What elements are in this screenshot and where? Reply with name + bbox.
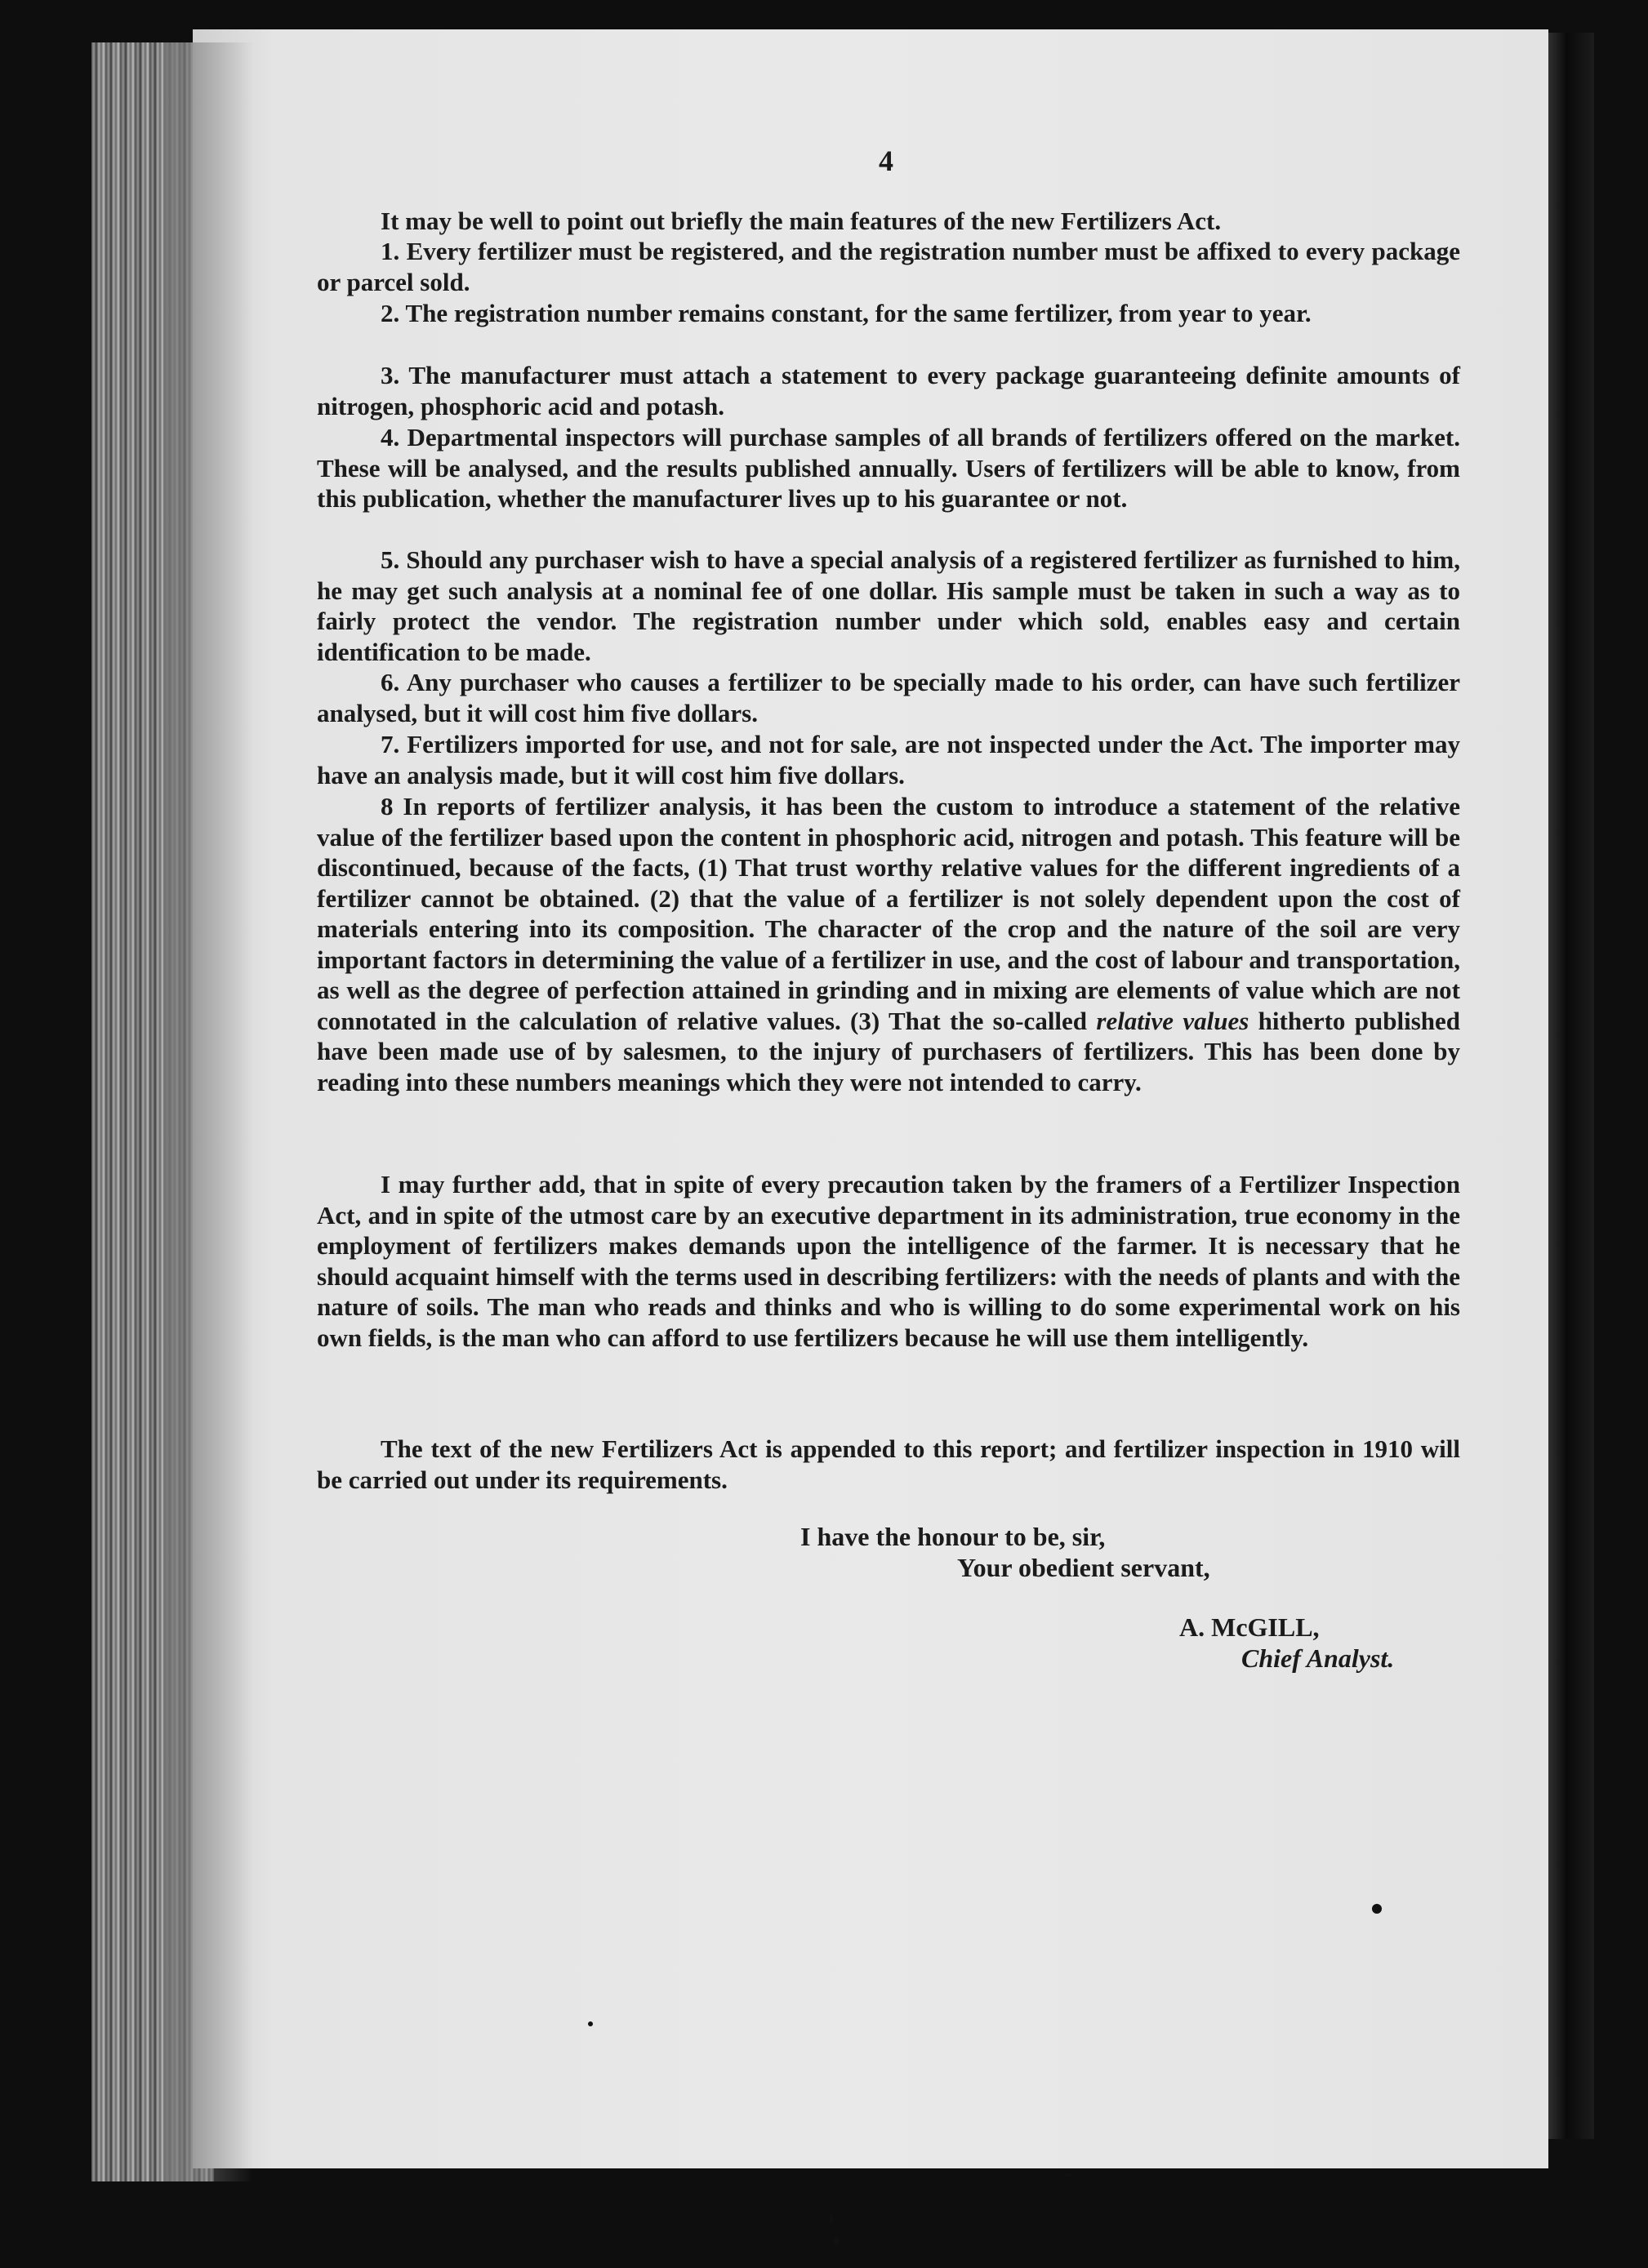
page-number: 4 <box>879 145 893 177</box>
item-1: 1. Every fertilizer must be registered, and the registration number must be affixed to every package or parcel sold. <box>317 237 1460 296</box>
item-8-text-b: hitherto published have been made use of by salesmen, to the injury of purchasers of fertilizers. This has been done by reading into these numbers meanings which they were not intended to carry. <box>317 1006 1460 1096</box>
ink-speck <box>588 2021 593 2026</box>
item-8-text-a: 8 In reports of fertilizer analysis, it has been the custom to introduce a statement of the relative value of the fertilizer based upon the content in phosphoric acid, nitrogen and potash. This feature will be discontinued, because of the facts, (1) That trust worthy relative values for the different ingredients of a fertilizer cannot be obtained. (2) that the value of a fertilizer is not solely dependent upon the cost of materials entering into its composition. The character of the crop and the nature of the soil are very important factors in determining the value of a fertilizer in use, and the cost of labour and transportation, as well as the degree of perfection attained in grinding and in mixing are elements of value which are not connotated in the calculation of relative values. (3) That the so-called <box>317 792 1460 1035</box>
ink-speck <box>830 2214 833 2224</box>
signature-title: Chief Analyst. <box>1241 1643 1395 1673</box>
item-7: 7. Fertilizers imported for use, and not for sale, are not inspected under the Act. The importer may have an analysis made, but it will cost him five dollars. <box>317 730 1460 789</box>
ink-speck <box>1372 1904 1382 1914</box>
appended-paragraph: The text of the new Fertilizers Act is appended to this report; and fertilizer inspection in 1910 will be carried out under its requirements. <box>317 1434 1460 1494</box>
intro-paragraph: It may be well to point out briefly the main features of the new Fertilizers Act. <box>381 207 1222 235</box>
ink-speck <box>833 2237 840 2245</box>
item-2: 2. The registration number remains constant, for the same fertilizer, from year to year. <box>381 299 1312 327</box>
page-right-edge <box>1548 33 1594 2139</box>
document-page <box>193 29 1548 2168</box>
item-6: 6. Any purchaser who causes a fertilizer to be specially made to his order, can have such fertilizer analysed, but it will cost him five dollars. <box>317 668 1460 727</box>
further-paragraph: I may further add, that in spite of every precaution taken by the framers of a Fertilizer Inspection Act, and in spite of the utmost care by an executive department in its administration, true economy in the employment of fertilizers makes demands upon the intelligence of the farmer. It is necessary that he should acquaint himself with the terms used in describing fertilizers: with the needs of plants and with the nature of soils. The man who reads and thinks and who is willing to do some experimental work on his own fields, is the man who can afford to use fertilizers because he will use them intelligently. <box>317 1170 1460 1352</box>
closing-line-1: I have the honour to be, sir, <box>800 1522 1106 1551</box>
ink-speck <box>1065 2173 1073 2177</box>
signature-name: A. McGILL, <box>1179 1612 1320 1642</box>
item-8-italic: relative values <box>1096 1006 1249 1035</box>
item-8 <box>317 791 1460 1097</box>
item-4: 4. Departmental inspectors will purchase samples of all brands of fertilizers offered on the market. These will be analysed, and the results published annually. Users of fertilizers will be able to know, from this publication, whether the manufacturer lives up to his guarantee or not. <box>317 423 1460 513</box>
item-3: 3. The manufacturer must attach a statement to every package guaranteeing definite amounts of nitrogen, phosphoric acid and potash. <box>317 361 1460 420</box>
closing-line-2: Your obedient servant, <box>957 1553 1210 1582</box>
item-5: 5. Should any purchaser wish to have a special analysis of a registered fertilizer as furnished to him, he may get such analysis at a nominal fee of one dollar. His sample must be taken in such a way as to fairly protect the vendor. The registration number under which sold, enables easy and certain identification to be made. <box>317 545 1460 666</box>
binding-shadow <box>163 42 253 2181</box>
